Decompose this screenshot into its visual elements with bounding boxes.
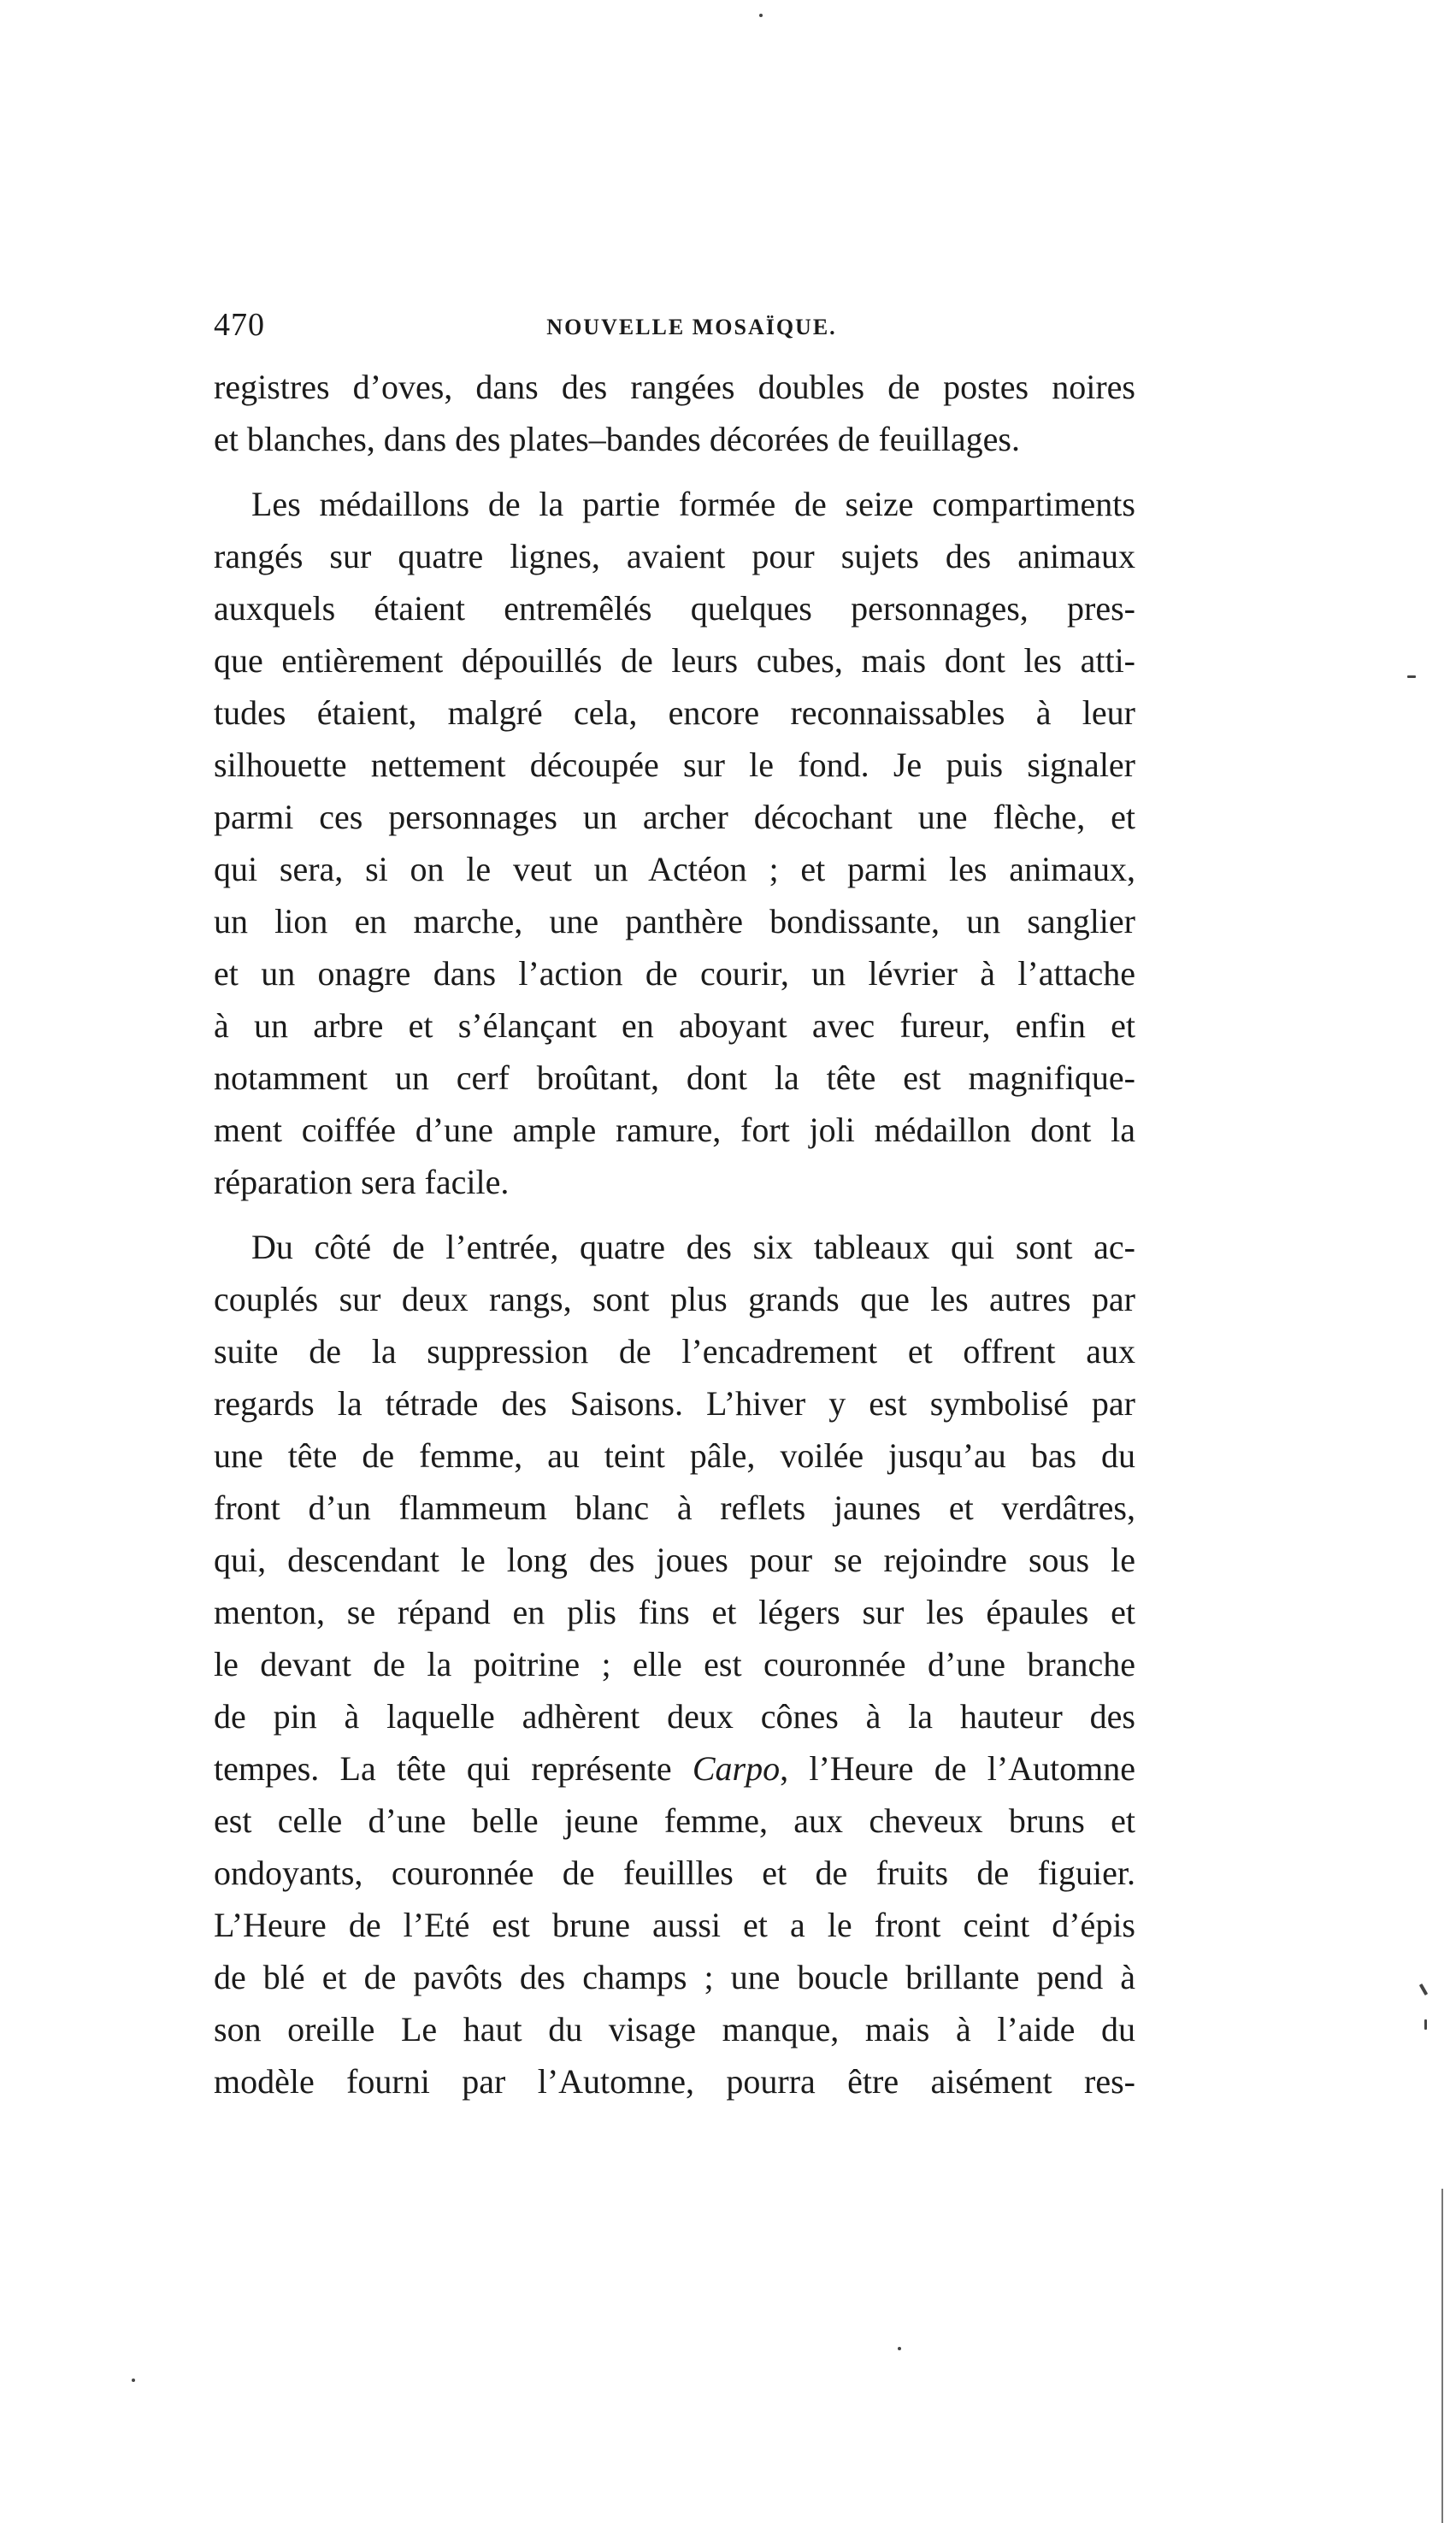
text-line: regards la tétrade des Saisons. L’hiver y est symbolisé par [214,1384,1135,1423]
text-line: et un onagre dans l’action de courir, un lévrier à l’attache [214,954,1135,993]
page-edge-line [1441,2189,1443,2523]
text-line: ment coiffée d’une ample ramure, fort joli médaillon dont la [214,1111,1135,1149]
text-line: et blanches, dans des plates–bandes décorées de feuillages. [214,420,1020,458]
text-line: qui sera, si on le veut un Actéon ; et parmi les animaux, [214,850,1135,888]
text-line: le devant de la poitrine ; elle est couronnée d’une branche [214,1645,1135,1683]
text-line: registres d’oves, dans des rangées doubles de postes noires [214,368,1135,406]
running-head: NOUVELLE MOSAÏQUE. [546,315,837,339]
text-line-with-italic [214,1742,1135,1795]
page-header [214,301,1135,349]
text-line: suite de la suppression de l’encadrement et offrent aux [214,1332,1135,1371]
text-line: réparation sera facile. [214,1163,510,1201]
scan-speck [1419,1984,1428,1995]
text-line: couplés sur deux rangs, sont plus grands que les autres par [214,1280,1135,1318]
paragraph [214,478,1135,1208]
text-line: menton, se répand en plis fins et légers sur les épaules et [214,1593,1135,1631]
text-line: ondoyants, couronnée de feuillles et de fruits de figuier. [214,1854,1135,1892]
text-line: son oreille Le haut du visage manque, mais à l’aide du [214,2010,1135,2048]
scan-speck [898,2347,901,2350]
text-line: front d’un flammeum blanc à reflets jaunes et verdâtres, [214,1488,1135,1527]
text-line: est celle d’une belle jeune femme, aux cheveux bruns et [214,1801,1135,1840]
text-line: parmi ces personnages un archer décochant une flèche, et [214,798,1135,836]
page-number: 470 [214,307,265,343]
text-line: silhouette nettement découpée sur le fond. Je puis signaler [214,746,1135,784]
text-line: qui, descendant le long des joues pour se rejoindre sous le [214,1541,1135,1579]
body-text [214,361,1135,2101]
scan-speck [759,14,763,17]
italic-name-carpo: Carpo [692,1749,781,1788]
text-line: auxquels étaient entremêlés quelques personnages, pres- [214,589,1135,628]
text-segment: , l’Heure de l’Automne [780,1749,1135,1788]
text-line: de pin à laquelle adhèrent deux cônes à la hauteur des [214,1697,1135,1736]
text-line: rangés sur quatre lignes, avaient pour sujets des animaux [214,537,1135,575]
scan-speck [132,2379,135,2382]
text-line: que entièrement dépouillés de leurs cubes, mais dont les atti- [214,641,1135,680]
text-line: de blé et de pavôts des champs ; une boucle brillante pend à [214,1958,1135,1996]
text-line: une tête de femme, au teint pâle, voilée jusqu’au bas du [214,1436,1135,1475]
text-line: à un arbre et s’élançant en aboyant avec fureur, enfin et [214,1006,1135,1045]
text-line: Les médaillons de la partie formée de seize compartiments [251,485,1135,523]
text-line: un lion en marche, une panthère bondissante, un sanglier [214,902,1135,940]
text-line: modèle fourni par l’Automne, pourra être aisément res- [214,2062,1135,2101]
text-segment: tempes. La tête qui représente [214,1749,693,1788]
paragraph [214,361,1135,465]
scan-speck [1407,675,1416,678]
text-line: Du côté de l’entrée, quatre des six tableaux qui sont ac- [251,1228,1135,1266]
text-line: notamment un cerf broûtant, dont la tête est magnifique- [214,1058,1135,1097]
text-line: tudes étaient, malgré cela, encore reconnaissables à leur [214,693,1135,732]
scan-speck [1424,2019,1427,2030]
text-line: L’Heure de l’Eté est brune aussi et a le front ceint d’épis [214,1906,1135,1944]
paragraph [214,1221,1135,2107]
